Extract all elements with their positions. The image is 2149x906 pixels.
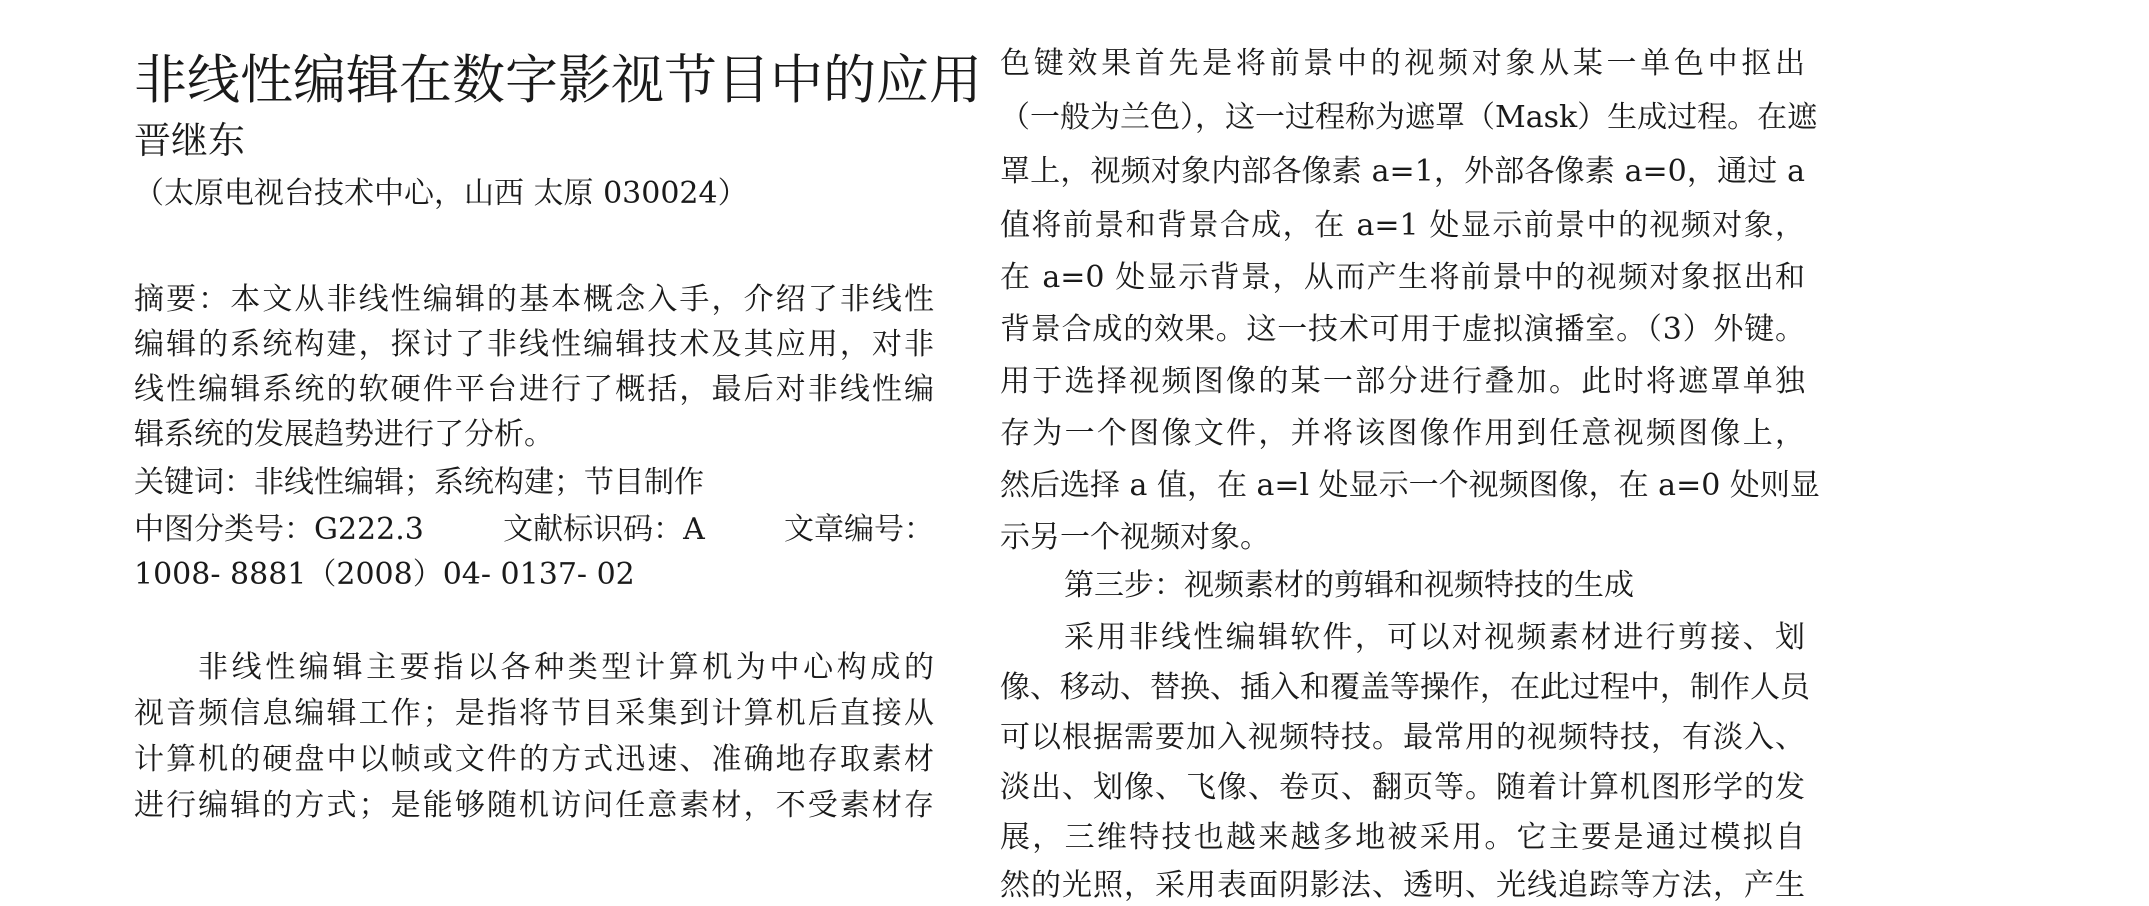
body-line: 存为一个图像文件，并将该图像作用到任意视频图像上， [1000, 416, 1805, 451]
body-line: 进行编辑的方式；是能够随机访问任意素材，不受素材存 [134, 788, 934, 823]
paper-title: 非线性编辑在数字影视节目中的应用 [134, 50, 982, 111]
body-line: 然的光照，采用表面阴影法、透明、光线追踪等方法，产生 [1000, 868, 1805, 903]
body-line: 在 a=0 处显示背景，从而产生将前景中的视频对象抠出和 [1000, 260, 1805, 295]
body-line: 采用非线性编辑软件，可以对视频素材进行剪接、划 [1064, 620, 1805, 655]
body-line: 色键效果首先是将前景中的视频对象从某一单色中抠出 [1000, 46, 1805, 81]
article-number-label: 文章编号： [784, 512, 934, 547]
author-name: 晋继东 [134, 119, 245, 162]
classification-line [134, 510, 934, 550]
section-step-heading: 第三步：视频素材的剪辑和视频特技的生成 [1064, 568, 1634, 603]
body-line: 值将前景和背景合成，在 a=1 处显示前景中的视频对象， [1000, 208, 1805, 243]
body-line: 计算机的硬盘中以帧或文件的方式迅速、准确地存取素材 [134, 742, 934, 777]
body-line: 背景合成的效果。这一技术可用于虚拟演播室。（3）外键。 [1000, 312, 1805, 347]
body-line: 可以根据需要加入视频特技。最常用的视频特技，有淡入、 [1000, 720, 1805, 755]
body-line: 用于选择视频图像的某一部分进行叠加。此时将遮罩单独 [1000, 364, 1805, 399]
body-line: 非线性编辑主要指以各种类型计算机为中心构成的 [198, 650, 934, 685]
body-line: 淡出、划像、飞像、卷页、翻页等。随着计算机图形学的发 [1000, 770, 1805, 805]
body-line: 然后选择 a 值，在 a=l 处显示一个视频图像，在 a=0 处则显 [1000, 468, 1820, 503]
body-line: （一般为兰色），这一过程称为遮罩（Mask）生成过程。在遮 [1000, 100, 1818, 135]
author-affiliation: （太原电视台技术中心，山西 太原 030024） [134, 176, 748, 211]
body-line: 像、移动、替换、插入和覆盖等操作，在此过程中，制作人员 [1000, 670, 1810, 705]
body-line: 罩上，视频对象内部各像素 a=1，外部各像素 a=0，通过 a [1000, 154, 1805, 189]
body-line: 示另一个视频对象。 [1000, 520, 1270, 555]
keywords: 关键词：非线性编辑；系统构建；节目制作 [134, 465, 704, 500]
abstract-line: 摘要：本文从非线性编辑的基本概念入手，介绍了非线性 [134, 282, 934, 317]
clc-number: 中图分类号：G222.3 [134, 512, 424, 547]
article-number: 1008- 8881（2008）04- 0137- 02 [134, 557, 635, 592]
body-line: 展，三维特技也越来越多地被采用。它主要是通过模拟自 [1000, 820, 1805, 855]
abstract-line: 线性编辑系统的软硬件平台进行了概括，最后对非线性编 [134, 372, 934, 407]
abstract-line: 辑系统的发展趋势进行了分析。 [134, 417, 554, 452]
body-line: 视音频信息编辑工作；是指将节目采集到计算机后直接从 [134, 696, 934, 731]
document-code: 文献标识码：A [503, 512, 705, 547]
abstract-line: 编辑的系统构建，探讨了非线性编辑技术及其应用，对非 [134, 327, 934, 362]
